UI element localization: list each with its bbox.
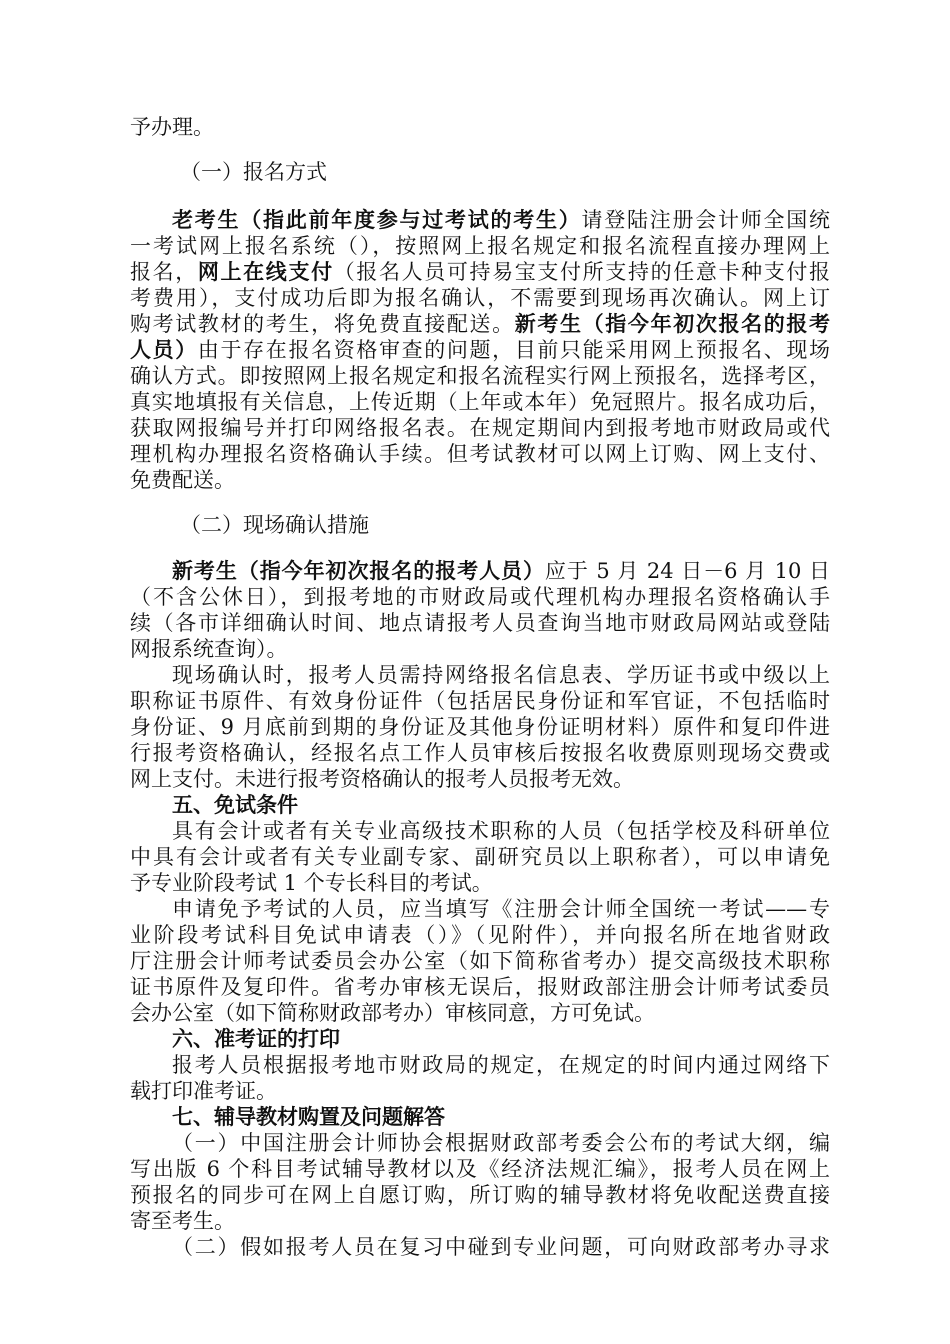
para-line: 老考生（指此前年度参与过考试的考生）请登陆注册会计师全国统 — [172, 207, 830, 232]
para-line: 确认方式。即按照网上报名规定和报名流程实行网上预报名，选择考区， — [130, 364, 830, 388]
para-line: 身份证、9 月底前到期的身份证及其他身份证明材料）原件和复印件进 — [130, 715, 830, 739]
para-line: 会办公室（如下简称财政部考办）审核同意，方可免试。 — [130, 1001, 655, 1025]
para-line: 免费配送。 — [130, 468, 235, 492]
para-line: 考费用），支付成功后即为报名确认，不需要到现场再次确认。网上订 — [130, 286, 830, 310]
section-heading-admission-ticket: 六、准考证的打印 — [172, 1026, 340, 1051]
para-line: 预报名的同步可在网上自愿订购，所订购的辅导教材将免收配送费直接 — [130, 1183, 830, 1207]
para-line: 网上支付。未进行报考资格确认的报考人员报考无效。 — [130, 767, 634, 791]
para-line: （二）假如报考人员在复习中碰到专业问题，可向财政部考办寻求 — [172, 1235, 830, 1259]
para-line: 报名，网上在线支付（报名人员可持易宝支付所支持的任意卡种支付报 — [130, 259, 830, 284]
para-line: 寄至考生。 — [130, 1209, 235, 1233]
para-line: （不含公休日），到报考地的市财政局或代理机构办理报名资格确认手 — [130, 585, 830, 609]
para-line: 厅注册会计师考试委员会办公室（如下简称省考办）提交高级技术职称 — [130, 949, 830, 973]
para-line: 理机构办理报名资格确认手续。但考试教材可以网上订购、网上支付、 — [130, 442, 830, 466]
para-line: 业阶段考试科目免试申请表（）》（见附件），并向报名所在地省财政 — [130, 923, 830, 947]
para-line: 行报考资格确认，经报名点工作人员审核后按报名收费原则现场交费或 — [130, 741, 830, 765]
para-line: 中具有会计或者有关专业副专家、副研究员以上职称者），可以申请免 — [130, 845, 830, 869]
para-line: 申请免予考试的人员，应当填写《注册会计师全国统一考试——专 — [172, 897, 830, 921]
para-line: 新考生（指今年初次报名的报考人员）应于 5 月 24 日－6 月 10 日 — [172, 558, 830, 583]
para-line: （一）中国注册会计师协会根据财政部考委会公布的考试大纲，编 — [172, 1131, 830, 1155]
section-heading-exemption: 五、免试条件 — [172, 792, 298, 817]
para-line: 一考试网上报名系统（），按照网上报名规定和报名流程直接办理网上 — [130, 234, 830, 258]
para-line: 报考人员根据报考地市财政局的规定，在规定的时间内通过网络下 — [172, 1053, 830, 1077]
para-line: 获取网报编号并打印网络报名表。在规定期间内到报考地市财政局或代 — [130, 416, 830, 440]
para-line: 人员）由于存在报名资格审查的问题，目前只能采用网上预报名、现场 — [130, 337, 830, 362]
para-line: 证书原件及复印件。省考办审核无误后，报财政部注册会计师考试委员 — [130, 975, 830, 999]
para-line: 职称证书原件、有效身份证件（包括居民身份证和军官证，不包括临时 — [130, 689, 830, 713]
para-line: 续（各市详细确认时间、地点请报考人员查询当地市财政局网站或登陆 — [130, 611, 830, 635]
para-line: 予办理。 — [130, 115, 214, 139]
section-heading-registration-method: （一）报名方式 — [180, 160, 327, 184]
para-line: 载打印准考证。 — [130, 1079, 277, 1103]
para-line: 现场确认时，报考人员需持网络报名信息表、学历证书或中级以上 — [172, 663, 830, 687]
section-heading-materials: 七、辅导教材购置及问题解答 — [172, 1104, 445, 1129]
para-line: 予专业阶段考试 1 个专长科目的考试。 — [130, 871, 493, 895]
para-line: 网报系统查询）。 — [130, 637, 288, 661]
para-line: 购考试教材的考生，将免费直接配送。新考生（指今年初次报名的报考 — [130, 311, 830, 336]
para-line: 真实地填报有关信息，上传近期（上年或本年）免冠照片。报名成功后， — [130, 390, 830, 414]
section-heading-onsite-confirmation: （二）现场确认措施 — [180, 513, 369, 537]
para-line: 写出版 6 个科目考试辅导教材以及《经济法规汇编》，报考人员在网上 — [130, 1157, 830, 1181]
para-line: 具有会计或者有关专业高级技术职称的人员（包括学校及科研单位 — [172, 819, 830, 843]
